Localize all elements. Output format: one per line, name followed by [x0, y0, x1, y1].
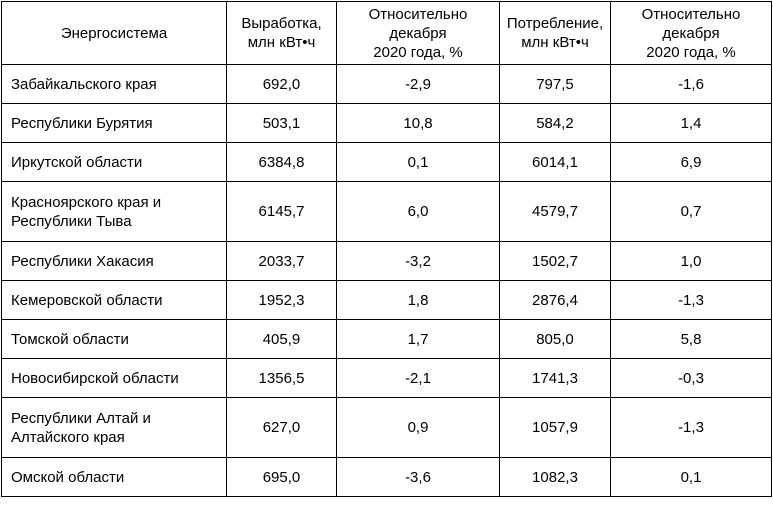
table-row	[2, 182, 772, 242]
production-change-cell: -3,2	[337, 242, 500, 281]
energy-system-cell: Красноярского края и Республики Тыва	[2, 182, 227, 242]
consumption-change-cell: 1,0	[611, 242, 772, 281]
production-cell: 2033,7	[227, 242, 337, 281]
table-row	[2, 398, 772, 458]
consumption-change-cell: -1,3	[611, 281, 772, 320]
consumption-change-cell: -1,3	[611, 398, 772, 458]
production-change-cell: 0,9	[337, 398, 500, 458]
production-cell: 503,1	[227, 104, 337, 143]
production-change-cell: 0,1	[337, 143, 500, 182]
consumption-change-cell: 0,1	[611, 458, 772, 497]
consumption-change-cell: -1,6	[611, 65, 772, 104]
table-body	[2, 65, 772, 497]
energy-system-cell: Республики Бурятия	[2, 104, 227, 143]
production-change-cell: -2,9	[337, 65, 500, 104]
consumption-cell: 4579,7	[500, 182, 611, 242]
header-consumption: Потребление, млн кВт•ч	[500, 2, 611, 65]
consumption-change-cell: 5,8	[611, 320, 772, 359]
consumption-cell: 2876,4	[500, 281, 611, 320]
energy-system-cell: Омской области	[2, 458, 227, 497]
header-row	[2, 2, 772, 65]
table-row	[2, 65, 772, 104]
production-change-cell: 10,8	[337, 104, 500, 143]
production-cell: 692,0	[227, 65, 337, 104]
header-energy-system: Энергосистема	[2, 2, 227, 65]
consumption-cell: 805,0	[500, 320, 611, 359]
production-cell: 695,0	[227, 458, 337, 497]
energy-table	[1, 1, 772, 497]
energy-table-container	[1, 1, 772, 497]
energy-system-cell: Томской области	[2, 320, 227, 359]
production-change-cell: 1,8	[337, 281, 500, 320]
table-row	[2, 320, 772, 359]
energy-system-cell: Забайкальского края	[2, 65, 227, 104]
energy-system-cell: Иркутской области	[2, 143, 227, 182]
production-cell: 627,0	[227, 398, 337, 458]
energy-system-cell: Новосибирской области	[2, 359, 227, 398]
header-production: Выработка, млн кВт•ч	[227, 2, 337, 65]
header-production-change: Относительно декабря 2020 года, %	[337, 2, 500, 65]
production-change-cell: 6,0	[337, 182, 500, 242]
consumption-cell: 584,2	[500, 104, 611, 143]
production-change-cell: -3,6	[337, 458, 500, 497]
table-row	[2, 242, 772, 281]
header-consumption-change: Относительно декабря 2020 года, %	[611, 2, 772, 65]
energy-system-cell: Республики Алтай и Алтайского края	[2, 398, 227, 458]
table-row	[2, 359, 772, 398]
consumption-change-cell: 6,9	[611, 143, 772, 182]
consumption-change-cell: 0,7	[611, 182, 772, 242]
table-row	[2, 104, 772, 143]
table-row	[2, 458, 772, 497]
production-cell: 6145,7	[227, 182, 337, 242]
production-change-cell: -2,1	[337, 359, 500, 398]
consumption-cell: 6014,1	[500, 143, 611, 182]
production-cell: 405,9	[227, 320, 337, 359]
consumption-change-cell: 1,4	[611, 104, 772, 143]
production-cell: 1952,3	[227, 281, 337, 320]
consumption-change-cell: -0,3	[611, 359, 772, 398]
table-row	[2, 281, 772, 320]
consumption-cell: 1082,3	[500, 458, 611, 497]
consumption-cell: 1057,9	[500, 398, 611, 458]
consumption-cell: 797,5	[500, 65, 611, 104]
energy-system-cell: Республики Хакасия	[2, 242, 227, 281]
table-header	[2, 2, 772, 65]
table-row	[2, 143, 772, 182]
consumption-cell: 1741,3	[500, 359, 611, 398]
production-cell: 1356,5	[227, 359, 337, 398]
energy-system-cell: Кемеровской области	[2, 281, 227, 320]
consumption-cell: 1502,7	[500, 242, 611, 281]
production-cell: 6384,8	[227, 143, 337, 182]
production-change-cell: 1,7	[337, 320, 500, 359]
